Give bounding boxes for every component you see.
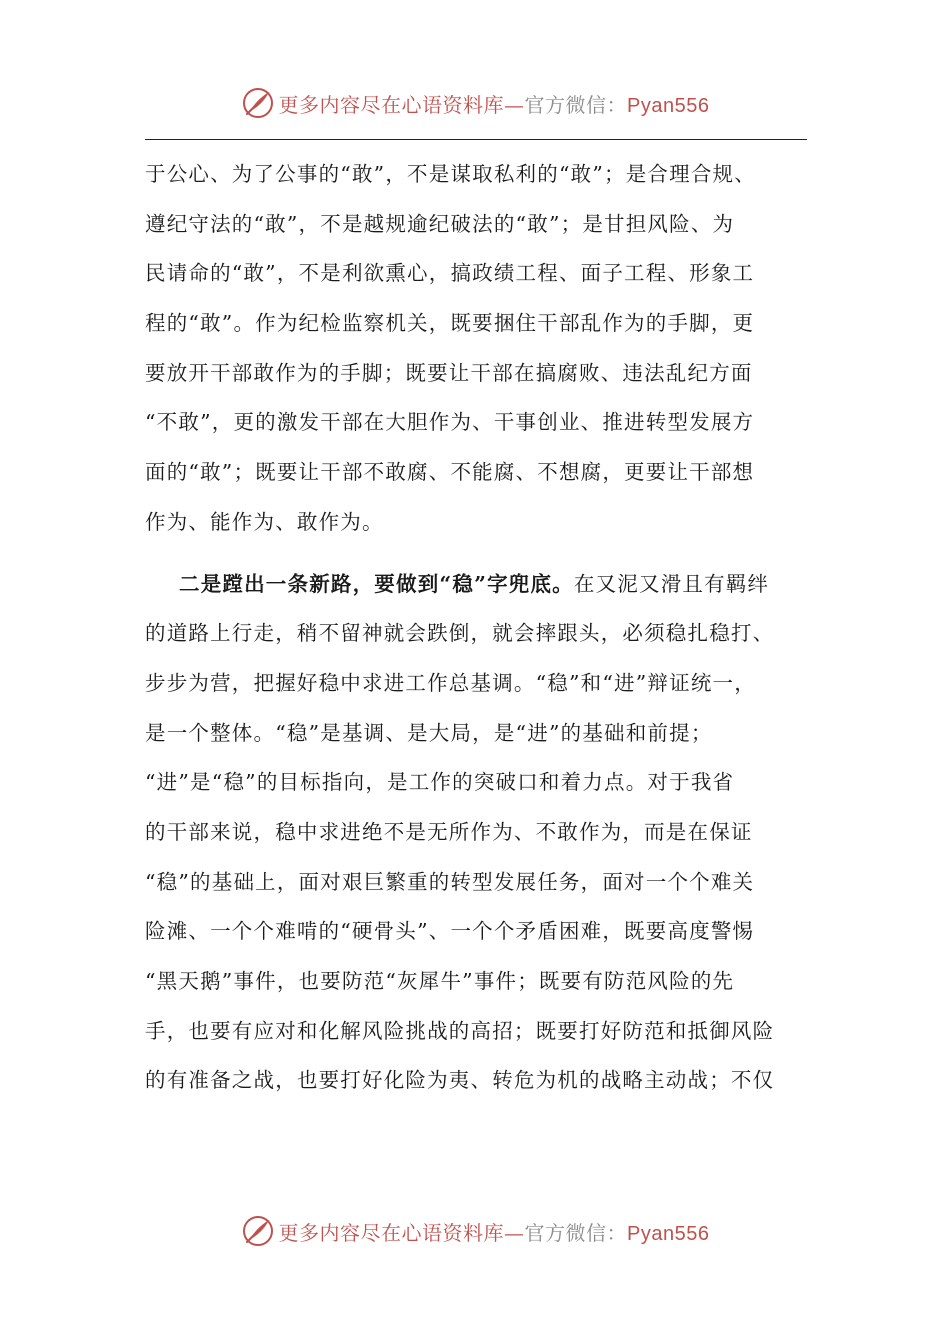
text-line: 的有准备之战，也要打好化险为夷、转危为机的战略主动战；不仅 (145, 1068, 775, 1093)
footer-dash: — (504, 1220, 525, 1245)
text-line: 程的“敢”。作为纪检监察机关，既要捆住干部乱作为的手脚，更 (145, 311, 755, 336)
quill-logo-icon (241, 1214, 275, 1248)
header-wechat-label: 官方微信： (524, 92, 628, 117)
text-line: 于公心、为了公事的“敢”，不是谋取私利的“敢”；是合理合规、 (145, 162, 756, 186)
text-line: 的道路上行走，稍不留神就会跌倒，就会摔跟头，必须稳扎稳打、 (145, 621, 775, 646)
text-line: 要放开干部敢作为的手脚；既要让干部在搞腐败、违法乱纪方面 (145, 360, 753, 385)
footer-wechat-handle: Pyan556 (627, 1222, 710, 1245)
text-line: 手，也要有应对和化解风险挑战的高招；既要打好防范和抵御风险 (145, 1018, 775, 1043)
text-line: 的干部来说，稳中求进绝不是无所作为、不敢作为，而是在保证 (145, 819, 753, 844)
text-line: 面的“敢”；既要让干部不敢腐、不能腐、不想腐，更要让干部想 (145, 460, 755, 485)
text-line: “黑天鹅”事件，也要防范“灰犀牛”事件；既要有防范风险的先 (145, 969, 735, 993)
paragraph-2-first-line (145, 560, 807, 610)
paragraph-2 (145, 560, 807, 1107)
text-line: “进”是“稳”的目标指向，是工作的突破口和着力点。对于我省 (145, 770, 735, 795)
header-wechat-handle: Pyan556 (627, 94, 710, 117)
paragraph-1 (145, 150, 807, 548)
text-line: 民请命的“敢”，不是利欲熏心，搞政绩工程、面子工程、形象工 (145, 261, 755, 286)
text-line: “稳”的基础上，面对艰巨繁重的转型发展任务，面对一个个难关 (145, 869, 755, 894)
header-dash: — (504, 92, 525, 117)
header-library-name: 更多内容尽在心语资料库 (278, 92, 505, 117)
footer-banner (0, 1211, 950, 1251)
paragraph-gap (145, 548, 807, 560)
footer-wechat-label: 官方微信： (524, 1220, 628, 1245)
section-heading: 二是蹚出一条新路，要做到“稳”字兜底。 (179, 571, 574, 596)
text-line: 步步为营，把握好稳中求进工作总基调。“稳”和“进”辩证统一， (145, 670, 756, 695)
text-line: 险滩、一个个难啃的“硬骨头”、一个个矛盾困难，既要高度警惕 (145, 919, 755, 944)
header-banner-text (279, 89, 710, 118)
text-line: “不敢”，更的激发干部在大胆作为、干事创业、推进转型发展方 (145, 410, 755, 435)
header-divider (145, 139, 807, 140)
text-line: 是一个整体。“稳”是基调、是大局，是“进”的基础和前提； (145, 720, 713, 745)
document-body (145, 150, 807, 1106)
footer-banner-text (279, 1217, 710, 1246)
header-banner (0, 83, 950, 123)
text-line: 作为、能作为、敢作为。 (145, 509, 384, 534)
text-line: 遵纪守法的“敢”，不是越规逾纪破法的“敢”；是甘担风险、为 (145, 211, 735, 236)
quill-logo-icon (241, 86, 275, 120)
footer-library-name: 更多内容尽在心语资料库 (278, 1220, 505, 1245)
text-run: 在又泥又滑且有羁绊 (573, 571, 770, 596)
